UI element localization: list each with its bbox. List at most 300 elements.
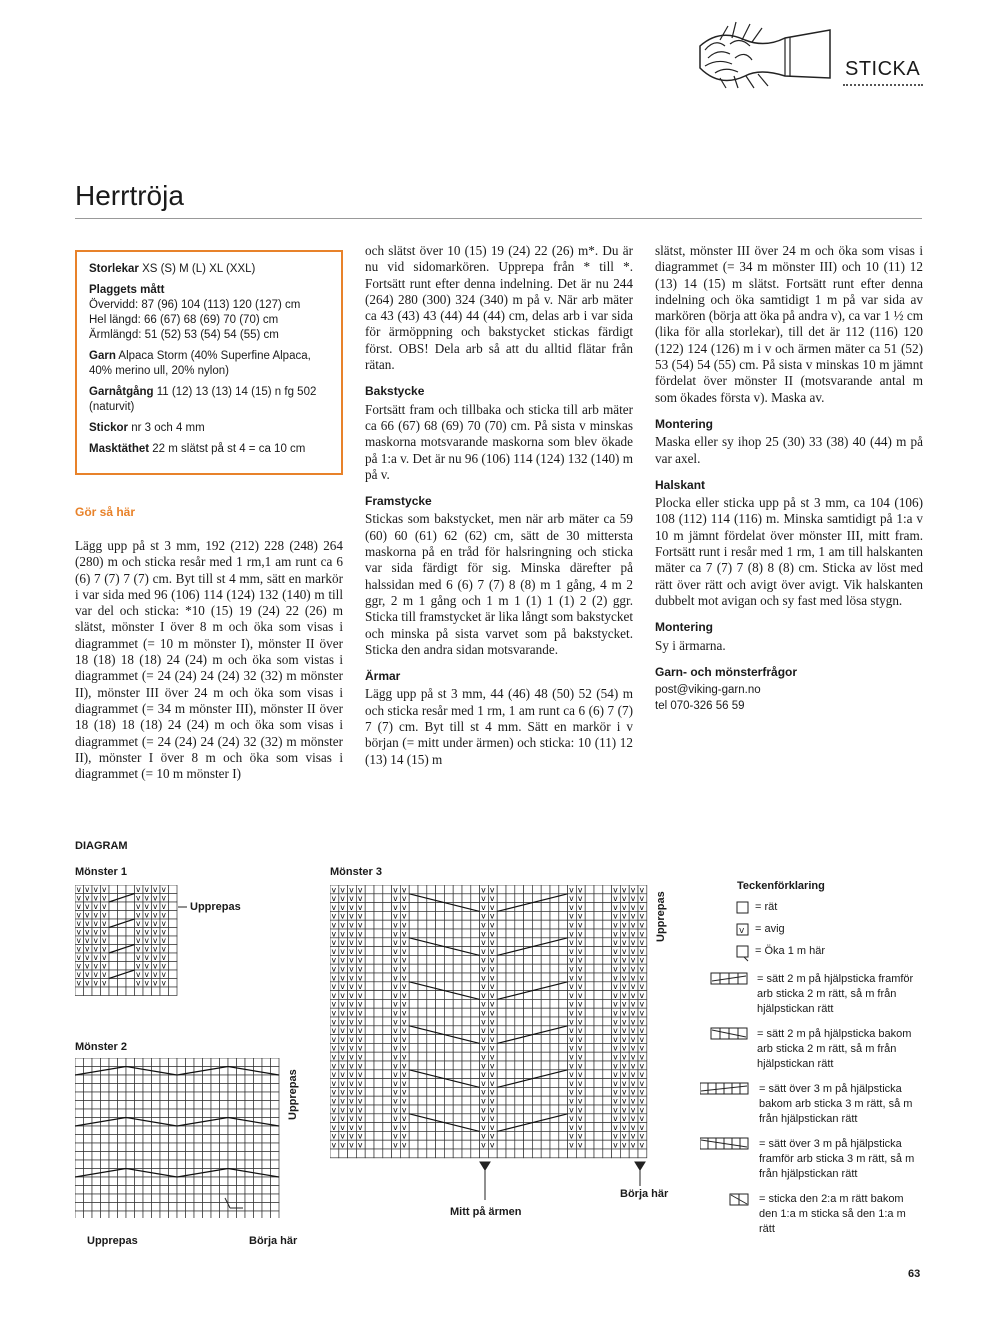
svg-text:v: v bbox=[357, 964, 363, 974]
svg-text:v: v bbox=[340, 982, 345, 992]
svg-text:v: v bbox=[489, 929, 495, 939]
svg-text:v: v bbox=[569, 1026, 574, 1036]
svg-text:v: v bbox=[613, 990, 618, 1000]
svg-text:v: v bbox=[401, 946, 407, 956]
svg-text:v: v bbox=[569, 1131, 574, 1141]
svg-text:v: v bbox=[569, 1008, 574, 1018]
svg-text:v: v bbox=[569, 1096, 574, 1106]
m3-title: Mönster 3 bbox=[330, 866, 382, 878]
svg-text:v: v bbox=[393, 946, 398, 956]
legend-cable3: = sätt över 3 m på hjälpsticka bakom arb sticka 3 m rätt, så m från hjälpstickan rätt bbox=[759, 1083, 913, 1125]
svg-text:v: v bbox=[161, 953, 166, 962]
svg-text:v: v bbox=[621, 990, 627, 1000]
svg-text:v: v bbox=[639, 1034, 645, 1044]
svg-text:v: v bbox=[569, 1034, 574, 1044]
svg-text:v: v bbox=[630, 1078, 636, 1088]
svg-text:v: v bbox=[569, 946, 574, 956]
svg-text:v: v bbox=[136, 885, 141, 894]
svg-text:v: v bbox=[393, 1105, 398, 1115]
svg-text:v: v bbox=[613, 1114, 618, 1124]
svg-text:v: v bbox=[401, 1034, 407, 1044]
svg-text:v: v bbox=[161, 944, 166, 954]
svg-text:v: v bbox=[613, 1140, 618, 1150]
svg-text:v: v bbox=[613, 1105, 618, 1115]
svg-text:v: v bbox=[630, 1043, 636, 1053]
svg-text:v: v bbox=[357, 1078, 363, 1088]
svg-text:v: v bbox=[331, 1096, 337, 1106]
svg-text:v: v bbox=[639, 964, 645, 974]
svg-text:v: v bbox=[489, 964, 495, 974]
storlekar-label: Storlekar bbox=[89, 263, 139, 275]
svg-text:v: v bbox=[357, 1087, 363, 1097]
svg-text:v: v bbox=[393, 929, 398, 939]
overvidd: Övervidd: 87 (96) 104 (113) 120 (127) cm bbox=[89, 299, 301, 311]
svg-text:v: v bbox=[577, 1043, 583, 1053]
svg-text:v: v bbox=[481, 946, 486, 956]
svg-text:v: v bbox=[739, 926, 745, 936]
svg-text:v: v bbox=[613, 1096, 618, 1106]
legend-avig: = avig bbox=[755, 923, 785, 935]
halskant-heading: Halskant bbox=[655, 477, 706, 492]
svg-text:v: v bbox=[161, 885, 166, 894]
svg-text:v: v bbox=[481, 964, 486, 974]
svg-text:v: v bbox=[393, 1017, 398, 1027]
svg-text:v: v bbox=[357, 946, 363, 956]
svg-text:v: v bbox=[349, 946, 354, 956]
framstycke-text: Stickas som bakstycket, men när arb mäter ca 59 (60) 60 (61) 62 (62) cm, sätt de 30 mittersta maskorna på en tråd för halsringning och sticka var sida färdigt för sig. Minska därefter på halssidan med 6 (6) 7 (7) 8 (8) m 1 gång, 4 m 2 ggr, 2 m 1 gång och 1 m 1 (1) 1 (1) 2 (2) ggr. Sticka till framstycket är lika långt som bakstycket och minska på sista varvet som på bakstycket. Sticka den andra sidan motsvarande. bbox=[365, 511, 633, 657]
svg-text:v: v bbox=[639, 1105, 645, 1115]
svg-text:v: v bbox=[639, 938, 645, 948]
svg-text:v: v bbox=[621, 1105, 627, 1115]
svg-text:v: v bbox=[331, 1034, 337, 1044]
svg-text:v: v bbox=[401, 920, 407, 930]
svg-text:v: v bbox=[93, 978, 98, 988]
svg-text:v: v bbox=[144, 910, 149, 920]
svg-text:v: v bbox=[630, 1122, 636, 1132]
svg-text:v: v bbox=[76, 961, 81, 971]
svg-text:v: v bbox=[76, 885, 81, 894]
svg-text:v: v bbox=[481, 1105, 486, 1115]
svg-text:v: v bbox=[639, 982, 645, 992]
svg-text:v: v bbox=[357, 1008, 363, 1018]
svg-text:v: v bbox=[331, 1026, 337, 1036]
svg-text:v: v bbox=[630, 1034, 636, 1044]
svg-text:v: v bbox=[144, 953, 149, 962]
m2-title: Mönster 2 bbox=[75, 1041, 127, 1053]
svg-text:v: v bbox=[630, 1105, 636, 1115]
m1-title: Mönster 1 bbox=[75, 866, 127, 878]
svg-text:v: v bbox=[577, 1105, 583, 1115]
svg-text:v: v bbox=[613, 1131, 618, 1141]
svg-text:v: v bbox=[401, 1131, 407, 1141]
svg-text:v: v bbox=[340, 964, 345, 974]
svg-text:v: v bbox=[340, 1017, 345, 1027]
svg-text:v: v bbox=[340, 999, 345, 1009]
svg-text:v: v bbox=[489, 1061, 495, 1071]
svg-text:v: v bbox=[349, 894, 354, 904]
svg-text:v: v bbox=[349, 1140, 354, 1150]
svg-text:v: v bbox=[401, 1052, 407, 1062]
svg-text:v: v bbox=[153, 978, 158, 988]
svg-text:v: v bbox=[639, 1008, 645, 1018]
svg-text:v: v bbox=[577, 1140, 583, 1150]
svg-text:v: v bbox=[630, 1008, 636, 1018]
svg-text:v: v bbox=[569, 1017, 574, 1027]
svg-text:v: v bbox=[489, 946, 495, 956]
svg-text:v: v bbox=[401, 1114, 407, 1124]
svg-text:v: v bbox=[331, 982, 337, 992]
svg-text:v: v bbox=[569, 1140, 574, 1150]
svg-text:v: v bbox=[569, 902, 574, 912]
svg-text:v: v bbox=[401, 1140, 407, 1150]
svg-text:v: v bbox=[93, 910, 98, 920]
yarn-skein-icon bbox=[690, 18, 840, 90]
svg-text:v: v bbox=[85, 927, 90, 937]
svg-text:v: v bbox=[639, 1052, 645, 1062]
svg-text:v: v bbox=[393, 1034, 398, 1044]
svg-text:v: v bbox=[331, 902, 337, 912]
svg-text:v: v bbox=[489, 894, 495, 904]
svg-text:v: v bbox=[630, 911, 636, 921]
svg-text:v: v bbox=[639, 929, 645, 939]
svg-text:v: v bbox=[569, 973, 574, 983]
svg-text:v: v bbox=[489, 1105, 495, 1115]
svg-text:v: v bbox=[136, 927, 141, 937]
svg-text:v: v bbox=[577, 1052, 583, 1062]
svg-text:v: v bbox=[357, 1114, 363, 1124]
svg-text:v: v bbox=[630, 946, 636, 956]
contact-email[interactable]: post@viking-garn.no bbox=[655, 684, 761, 697]
svg-text:v: v bbox=[401, 1087, 407, 1097]
title-divider bbox=[75, 218, 922, 219]
svg-text:v: v bbox=[85, 961, 90, 971]
svg-text:v: v bbox=[481, 1096, 486, 1106]
svg-text:v: v bbox=[621, 1034, 627, 1044]
svg-text:v: v bbox=[349, 955, 354, 965]
svg-text:v: v bbox=[93, 970, 98, 979]
svg-text:v: v bbox=[76, 936, 81, 945]
svg-text:v: v bbox=[621, 929, 627, 939]
svg-text:v: v bbox=[481, 999, 486, 1009]
svg-text:v: v bbox=[401, 1070, 407, 1080]
svg-text:v: v bbox=[340, 946, 345, 956]
fragor-heading: Garn- och mönsterfrågor bbox=[655, 664, 798, 679]
svg-text:v: v bbox=[569, 1061, 574, 1071]
svg-text:v: v bbox=[639, 1096, 645, 1106]
storlekar-value: XS (S) M (L) XL (XXL) bbox=[142, 263, 256, 275]
svg-text:v: v bbox=[153, 944, 158, 954]
svg-text:v: v bbox=[136, 910, 141, 920]
svg-text:v: v bbox=[357, 1061, 363, 1071]
legend-cable2: = sätt 2 m på hjälpsticka bakom arb sticka 2 m rätt, så m från hjälpstickan rätt bbox=[757, 1028, 912, 1070]
svg-text:v: v bbox=[153, 910, 158, 920]
svg-text:v: v bbox=[331, 990, 337, 1000]
svg-text:v: v bbox=[357, 1017, 363, 1027]
svg-text:v: v bbox=[401, 929, 407, 939]
svg-text:v: v bbox=[136, 936, 141, 945]
svg-text:v: v bbox=[349, 982, 354, 992]
svg-text:v: v bbox=[621, 964, 627, 974]
svg-text:v: v bbox=[340, 1078, 345, 1088]
svg-text:v: v bbox=[577, 938, 583, 948]
svg-text:v: v bbox=[481, 938, 486, 948]
svg-text:v: v bbox=[393, 1008, 398, 1018]
svg-text:v: v bbox=[630, 1140, 636, 1150]
svg-text:v: v bbox=[102, 885, 107, 894]
svg-text:v: v bbox=[621, 894, 627, 904]
svg-text:v: v bbox=[613, 1122, 618, 1132]
svg-text:v: v bbox=[630, 1026, 636, 1036]
svg-text:v: v bbox=[481, 902, 486, 912]
svg-text:v: v bbox=[331, 955, 337, 965]
svg-text:v: v bbox=[340, 1140, 345, 1150]
svg-text:v: v bbox=[639, 1017, 645, 1027]
svg-text:v: v bbox=[393, 1026, 398, 1036]
svg-text:v: v bbox=[85, 910, 90, 920]
svg-text:v: v bbox=[481, 1140, 486, 1150]
intro-text: Lägg upp på st 3 mm, 192 (212) 228 (248) 264 (280) m och sticka resår med 1 rm,1 am runt ca 6 (6) 7 (7) 7 (7) cm. Byt till st 4 mm, sätt en markör i var sida med 96 (106) 114 (124) 132 (140) m till var del och sticka: *10 (15) 19 (24) 22 (26) m slätst, mönster I över 8 m och öka som visas i diagrammet (= 10 m mönster I), mönster II över 18 (18) 18 (18) 24 (24) m och öka som vistas i diagrammet (= 24 (24) 24 (24) 32 (32) m mönster II), mönster III över 24 m och öka som visas i diagrammet (= 34 m mönster III), mönster II över 18 (18) 18 (18) 24 (24) m och öka som visas i diagrammet (= 24 (24) 24 (24) 32 (32) m mönster II), mönster I över 8 m och öka som visas i diagrammet (= 10 m mönster I) bbox=[75, 538, 343, 782]
svg-text:v: v bbox=[639, 946, 645, 956]
montering2-heading: Montering bbox=[655, 620, 713, 635]
svg-text:v: v bbox=[357, 1140, 363, 1150]
svg-text:v: v bbox=[481, 990, 486, 1000]
svg-text:v: v bbox=[613, 894, 618, 904]
svg-text:v: v bbox=[349, 929, 354, 939]
svg-text:v: v bbox=[76, 953, 81, 962]
svg-text:v: v bbox=[630, 902, 636, 912]
svg-text:v: v bbox=[102, 978, 107, 988]
svg-text:v: v bbox=[401, 1078, 407, 1088]
svg-text:v: v bbox=[357, 902, 363, 912]
svg-text:v: v bbox=[357, 1034, 363, 1044]
svg-text:v: v bbox=[577, 1061, 583, 1071]
svg-text:v: v bbox=[340, 1008, 345, 1018]
svg-text:v: v bbox=[639, 990, 645, 1000]
svg-text:v: v bbox=[349, 911, 354, 921]
m2-upprepas: Upprepas bbox=[87, 1235, 138, 1247]
svg-text:v: v bbox=[357, 1131, 363, 1141]
svg-text:v: v bbox=[621, 982, 627, 992]
svg-text:v: v bbox=[331, 1114, 337, 1124]
svg-text:v: v bbox=[401, 894, 407, 904]
svg-text:v: v bbox=[357, 920, 363, 930]
svg-text:v: v bbox=[577, 920, 583, 930]
svg-text:v: v bbox=[489, 973, 495, 983]
svg-text:v: v bbox=[349, 885, 354, 895]
svg-text:v: v bbox=[349, 973, 354, 983]
m3-borja-har: Börja här bbox=[620, 1188, 669, 1200]
svg-text:v: v bbox=[489, 1043, 495, 1053]
svg-text:v: v bbox=[102, 910, 107, 920]
svg-text:v: v bbox=[639, 911, 645, 921]
svg-text:v: v bbox=[613, 1026, 618, 1036]
svg-text:v: v bbox=[136, 978, 141, 988]
svg-text:v: v bbox=[401, 990, 407, 1000]
svg-text:v: v bbox=[481, 1008, 486, 1018]
svg-text:v: v bbox=[489, 999, 495, 1009]
svg-text:v: v bbox=[331, 1122, 337, 1132]
svg-text:v: v bbox=[621, 920, 627, 930]
stickor-value: nr 3 och 4 mm bbox=[131, 422, 205, 434]
framstycke-heading: Framstycke bbox=[365, 494, 432, 509]
svg-text:v: v bbox=[331, 1105, 337, 1115]
svg-text:v: v bbox=[153, 970, 158, 979]
svg-text:v: v bbox=[613, 1078, 618, 1088]
svg-text:v: v bbox=[76, 970, 81, 979]
svg-text:v: v bbox=[331, 911, 337, 921]
svg-text:v: v bbox=[136, 970, 141, 979]
svg-text:v: v bbox=[76, 927, 81, 937]
svg-text:v: v bbox=[85, 936, 90, 945]
svg-text:v: v bbox=[621, 1140, 627, 1150]
svg-text:v: v bbox=[489, 1008, 495, 1018]
svg-text:v: v bbox=[331, 929, 337, 939]
svg-text:v: v bbox=[102, 944, 107, 954]
column-3 bbox=[655, 243, 923, 714]
svg-text:v: v bbox=[393, 894, 398, 904]
svg-text:v: v bbox=[85, 885, 90, 894]
svg-text:v: v bbox=[481, 1131, 486, 1141]
svg-text:v: v bbox=[331, 1131, 337, 1141]
garnatgang-value: 11 (12) 13 (13) 14 (15) n fg 502 (naturvit) bbox=[89, 386, 317, 413]
bakstycke-text: Fortsätt fram och tillbaka och sticka till arb mäter ca 66 (67) 68 (69) 70 (70) cm. På sista v minskas maskorna motsvarande maskorna som blev ökade på 1:a v. Det är nu 96 (106) 114 (124) 132 (140) m på v. bbox=[365, 401, 633, 482]
svg-text:v: v bbox=[621, 1087, 627, 1097]
m2-borja-har: Börja här bbox=[249, 1235, 298, 1247]
svg-text:v: v bbox=[357, 1043, 363, 1053]
svg-text:v: v bbox=[349, 1122, 354, 1132]
svg-text:v: v bbox=[630, 1114, 636, 1124]
svg-text:v: v bbox=[639, 1043, 645, 1053]
svg-text:v: v bbox=[621, 1017, 627, 1027]
page-number: 63 bbox=[908, 1268, 921, 1280]
svg-text:v: v bbox=[76, 902, 81, 911]
svg-text:v: v bbox=[569, 955, 574, 965]
svg-text:v: v bbox=[393, 1078, 398, 1088]
svg-text:v: v bbox=[630, 973, 636, 983]
svg-text:v: v bbox=[102, 902, 107, 911]
svg-text:v: v bbox=[401, 1061, 407, 1071]
armar-cont-text: slätst, mönster III över 24 m och öka som visas i diagrammet (= 34 m mönster III) och 10 (11) 12 (13) 14 (15) m slätst. Fortsätt runt efter denna indelning och öka samtidigt 1 m på var sida av markören (börja att öka på andra v), ca var 1 ½ cm (lika för alla storlekar), till det är 112 (116) 120 (122) 124 (126) m i v och ärmen mäter ca 51 (52) 53 (54) 54 (55) cm. På sista v minskas 10 m jämnt fördelat över mönster II (motsvarande antal m som ökades första v). Maska av. bbox=[655, 243, 923, 405]
svg-text:v: v bbox=[340, 920, 345, 930]
svg-text:v: v bbox=[357, 938, 363, 948]
page-title: Herrtröja bbox=[75, 180, 184, 211]
svg-text:v: v bbox=[621, 1043, 627, 1053]
svg-text:v: v bbox=[340, 1131, 345, 1141]
svg-text:v: v bbox=[85, 970, 90, 979]
svg-text:v: v bbox=[331, 946, 337, 956]
svg-text:v: v bbox=[569, 1114, 574, 1124]
svg-text:v: v bbox=[136, 919, 141, 928]
svg-text:v: v bbox=[569, 929, 574, 939]
svg-text:v: v bbox=[630, 999, 636, 1009]
svg-text:v: v bbox=[93, 919, 98, 928]
svg-text:v: v bbox=[85, 902, 90, 911]
svg-text:v: v bbox=[393, 911, 398, 921]
svg-text:v: v bbox=[577, 885, 583, 895]
svg-text:v: v bbox=[393, 1114, 398, 1124]
legend-cable4: = sätt över 3 m på hjälpsticka framför arb sticka 3 m rätt, så m från hjälpstickan rätt bbox=[759, 1138, 915, 1180]
svg-text:v: v bbox=[630, 982, 636, 992]
svg-text:v: v bbox=[621, 1131, 627, 1141]
svg-text:v: v bbox=[489, 955, 495, 965]
svg-text:v: v bbox=[639, 885, 645, 895]
svg-text:v: v bbox=[349, 1078, 354, 1088]
svg-text:v: v bbox=[489, 938, 495, 948]
svg-text:v: v bbox=[481, 1061, 486, 1071]
svg-text:v: v bbox=[481, 1114, 486, 1124]
svg-text:v: v bbox=[639, 1114, 645, 1124]
svg-text:v: v bbox=[577, 1034, 583, 1044]
svg-text:v: v bbox=[349, 1131, 354, 1141]
svg-text:v: v bbox=[153, 919, 158, 928]
svg-text:v: v bbox=[393, 920, 398, 930]
svg-text:v: v bbox=[613, 1008, 618, 1018]
svg-text:v: v bbox=[76, 944, 81, 954]
svg-text:v: v bbox=[481, 955, 486, 965]
svg-text:v: v bbox=[613, 1052, 618, 1062]
svg-text:v: v bbox=[331, 1061, 337, 1071]
svg-text:v: v bbox=[401, 885, 407, 895]
svg-text:v: v bbox=[489, 1026, 495, 1036]
svg-text:v: v bbox=[153, 893, 158, 903]
svg-text:v: v bbox=[357, 885, 363, 895]
svg-text:v: v bbox=[401, 955, 407, 965]
svg-text:v: v bbox=[401, 1122, 407, 1132]
svg-text:v: v bbox=[630, 1061, 636, 1071]
svg-text:v: v bbox=[144, 936, 149, 945]
svg-text:v: v bbox=[401, 911, 407, 921]
armar-text: Lägg upp på st 3 mm, 44 (46) 48 (50) 52 (54) m och sticka resår med 1 rm, 1 am runt ca 6 (6) 7 (7) 7 (7) cm. Byt till st 4 mm. Sätt en markör i v början (= mitt under ärmen) och sticka: 10 (11) 12 (13) 14 (15) m bbox=[365, 686, 633, 767]
svg-text:v: v bbox=[136, 902, 141, 911]
svg-text:v: v bbox=[639, 1087, 645, 1097]
svg-text:v: v bbox=[630, 955, 636, 965]
svg-text:v: v bbox=[349, 902, 354, 912]
svg-text:v: v bbox=[613, 946, 618, 956]
svg-text:v: v bbox=[340, 1122, 345, 1132]
svg-text:v: v bbox=[331, 1052, 337, 1062]
svg-text:v: v bbox=[349, 1070, 354, 1080]
svg-text:v: v bbox=[349, 1096, 354, 1106]
bakstycke-heading: Bakstycke bbox=[365, 384, 425, 399]
svg-text:v: v bbox=[393, 1096, 398, 1106]
svg-text:v: v bbox=[621, 1052, 627, 1062]
svg-text:v: v bbox=[331, 885, 337, 895]
svg-text:v: v bbox=[153, 927, 158, 937]
svg-text:v: v bbox=[136, 953, 141, 962]
svg-text:v: v bbox=[577, 1122, 583, 1132]
svg-text:v: v bbox=[577, 973, 583, 983]
armlangd: Ärmlängd: 51 (52) 53 (54) 54 (55) cm bbox=[89, 329, 279, 341]
svg-text:v: v bbox=[481, 929, 486, 939]
armar-heading: Ärmar bbox=[365, 669, 401, 684]
svg-text:v: v bbox=[481, 1070, 486, 1080]
svg-text:v: v bbox=[613, 902, 618, 912]
svg-text:v: v bbox=[401, 982, 407, 992]
legend-title: Teckenförklaring bbox=[737, 880, 825, 892]
svg-text:v: v bbox=[577, 1096, 583, 1106]
svg-text:v: v bbox=[76, 893, 81, 903]
svg-text:v: v bbox=[93, 961, 98, 971]
svg-text:v: v bbox=[153, 936, 158, 945]
svg-text:v: v bbox=[85, 919, 90, 928]
svg-text:v: v bbox=[630, 929, 636, 939]
svg-text:v: v bbox=[393, 1061, 398, 1071]
svg-text:v: v bbox=[331, 973, 337, 983]
stickor-label: Stickor bbox=[89, 422, 128, 434]
svg-text:v: v bbox=[340, 894, 345, 904]
svg-text:v: v bbox=[621, 1122, 627, 1132]
svg-text:v: v bbox=[481, 1122, 486, 1132]
